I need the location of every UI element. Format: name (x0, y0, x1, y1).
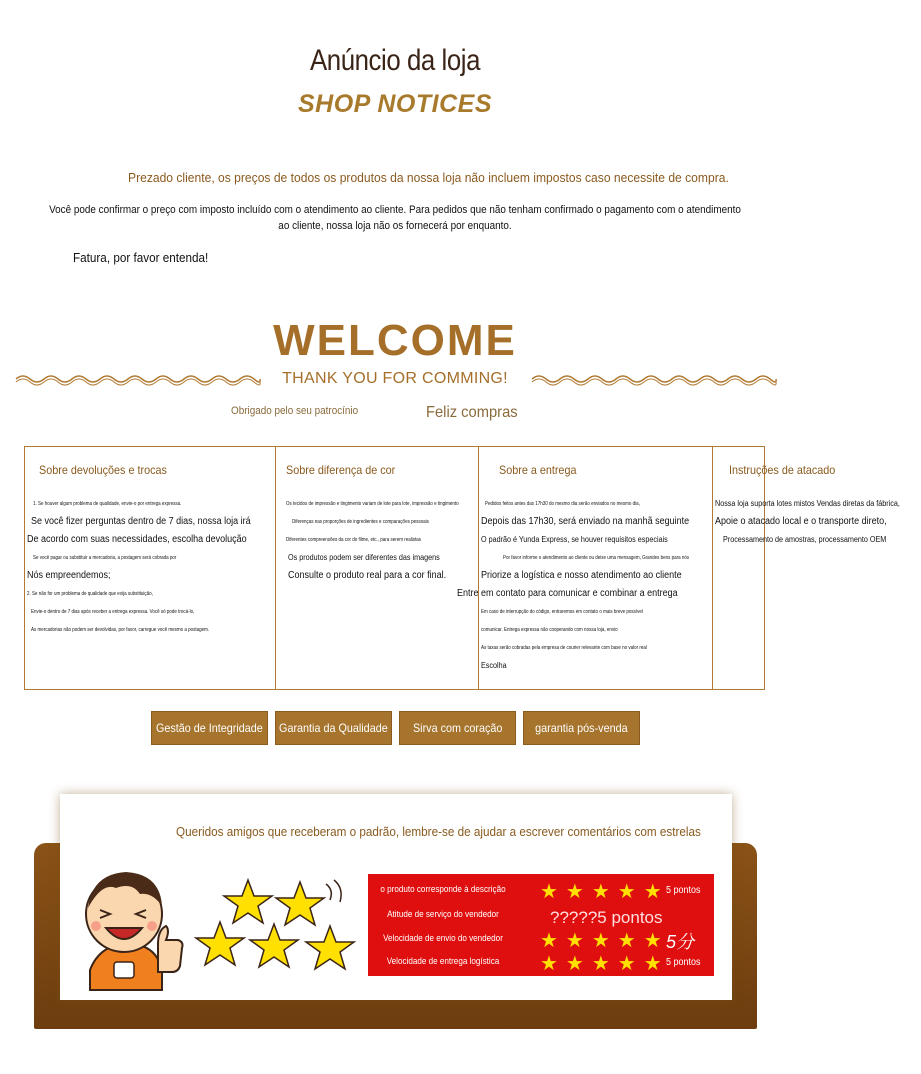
thumbs-up-boy-illustration (70, 866, 190, 990)
notice-line-1: Prezado cliente, os preços de todos os produtos da nossa loja não incluem impostos caso necessite de compra. (128, 170, 729, 185)
rating-points: 5 pontos (666, 957, 701, 968)
service-heart-badge: Sirva com coração (399, 711, 516, 745)
rating-label: Velocidade de envio do vendedor (383, 933, 503, 943)
review-heading: Queridos amigos que receberam o padrão, lembre-se de ajudar a escrever comentários com estrelas (176, 824, 701, 839)
rating-points: 5 pontos (666, 885, 701, 896)
happy-shopping-text: Feliz compras (426, 404, 518, 421)
welcome-title: WELCOME (273, 316, 517, 365)
after-sale-badge: garantia pós-venda (523, 711, 640, 745)
page-title: Anúncio da loja (310, 44, 480, 77)
column-line: Os produtos podem ser diferentes das imagens (288, 553, 440, 562)
notice-line-2: Você pode confirmar o preço com imposto incluído com o atendimento ao cliente. Para pedidos que não tenham confirmado o pagamento com o atendimento ao cliente, nossa loja não os fornecerá por enquanto. (49, 204, 741, 232)
returns-column (25, 447, 276, 689)
wholesale-column (713, 447, 920, 689)
column-line: Escolha (480, 661, 507, 670)
page-subtitle: SHOP NOTICES (298, 90, 492, 118)
welcome-subtitle: THANK YOU FOR COMMING! (282, 370, 508, 387)
column-line: Apoie o atacado local e o transporte direto, (715, 516, 887, 527)
column-line: Diferenças nas proporções de ingredientes e comparações pessoais (292, 519, 429, 525)
star-rating-icon: ★★★★★ (540, 930, 670, 952)
column-line: Depois das 17h30, será enviado na manhã seguinte (480, 516, 689, 527)
color-difference-column (276, 447, 479, 689)
quality-badge: Garantia da Qualidade (275, 711, 392, 745)
column-line: Envie-o dentro de 7 dias após receber a entrega expressa. Você só pode trocá-lo, (31, 609, 195, 615)
column-line: Nós empreendemos; (27, 570, 111, 581)
rating-row (368, 926, 714, 950)
delivery-column (456, 447, 713, 689)
column-line: Se você pagar ou substituir a mercadoria, a postagem será cobrada por (33, 555, 177, 561)
column-line: De acordo com suas necessidades, escolha devolução (27, 534, 247, 545)
column-title: Sobre devoluções e trocas (39, 463, 167, 477)
rating-score: 5分 (666, 932, 695, 952)
column-title: Sobre diferença de cor (286, 463, 396, 477)
rating-label: o produto corresponde à descrição (380, 884, 506, 894)
patronage-text: Obrigado pelo seu patrocínio (231, 405, 359, 417)
column-line: Os tecidos de impressão e tingimento variam de lote para lote, impressão e tingimento (286, 501, 459, 507)
star-rating-icon: ★★★★★ (540, 953, 670, 975)
rating-row (368, 949, 714, 973)
decorative-stars-icon (196, 876, 360, 976)
column-line: 1. Se houver algum problema de qualidade, envie-o por entrega expressa. (33, 501, 182, 507)
column-title: Sobre a entrega (498, 463, 577, 477)
rating-panel (368, 874, 714, 976)
column-line: Pedidos feitos antes das 17h30 do mesmo dia serão enviados no mesmo dia, (484, 501, 640, 507)
column-line: O padrão é Yunda Express, se houver requisitos especiais (480, 535, 668, 544)
column-line: Nossa loja suporta lotes mistos Vendas diretas da fábrica, (715, 499, 901, 508)
column-line: Entre em contato para comunicar e combinar a entrega (456, 588, 678, 599)
column-line: Consulte o produto real para a cor final. (288, 570, 447, 581)
star-rating-icon: ★★★★★ (540, 881, 670, 903)
notice-line-3: Fatura, por favor entenda! (73, 250, 209, 265)
rating-label: Velocidade de entrega logística (386, 956, 500, 966)
service-badges (151, 711, 641, 745)
rating-big-points: ?????5 pontos (550, 908, 663, 927)
column-title: Instruções de atacado (729, 463, 836, 477)
wave-divider-right (532, 372, 776, 386)
column-line: Diferentes compreensões da cor do filme, etc., para serem realistas (286, 537, 422, 543)
rating-row (368, 877, 714, 901)
column-line: 2. Se não for um problema de qualidade que exija substituição, (27, 591, 153, 597)
column-line: comunicar. Entrega expressa não cooperando com nossa loja, envio (480, 627, 618, 633)
policy-grid (24, 446, 901, 690)
column-line: Por favor informe o atendimento ao cliente ou deixe uma mensagem, Grandes bens para nós (502, 555, 689, 561)
column-line: Priorize a logística e nosso atendimento ao cliente (480, 570, 682, 581)
rating-label: Atitude de serviço do vendedor (387, 909, 499, 919)
column-line: Se você fizer perguntas dentro de 7 dias, nossa loja irá (31, 516, 251, 527)
column-line: As mercadorias não podem ser devolvidas, por favor, carregue você mesmo a postagem. (31, 627, 210, 633)
column-line: Processamento de amostras, processamento OEM (723, 535, 887, 544)
column-line: Em caso de interrupção do código, entraremos em contato o mais breve possível (480, 609, 643, 615)
integrity-badge: Gestão de Integridade (151, 711, 268, 745)
column-line: As taxas serão cobradas pela empresa de courier relevante com base no valor real (480, 645, 647, 651)
